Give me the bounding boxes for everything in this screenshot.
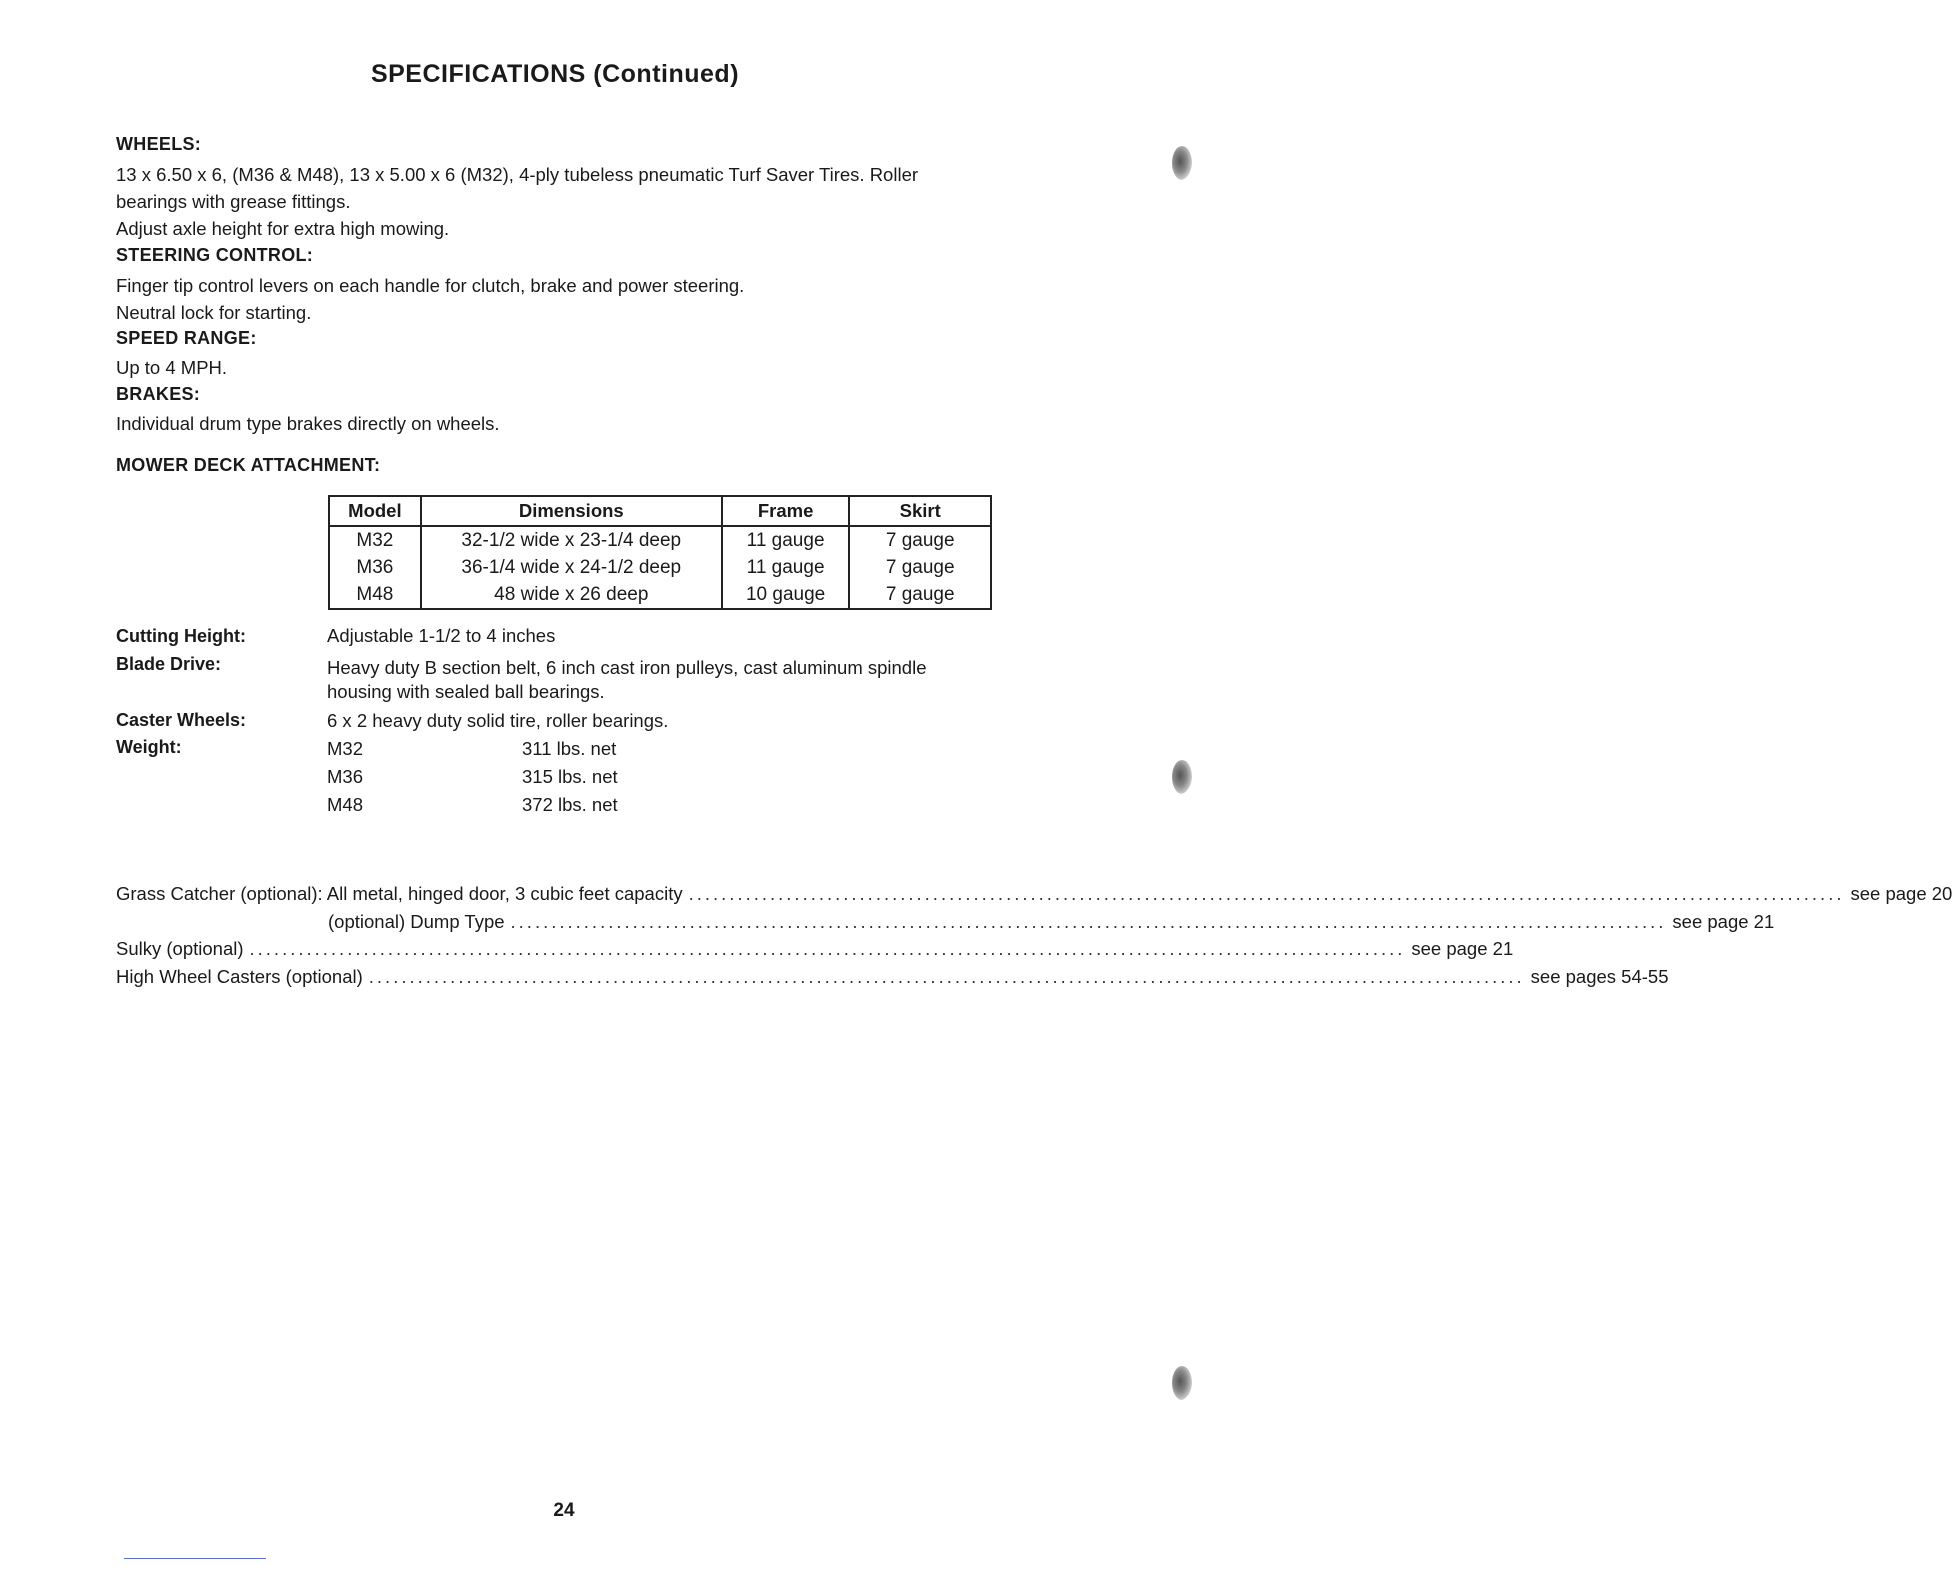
wheels-text xyxy=(116,161,918,242)
column-header: Skirt xyxy=(849,496,991,526)
wheels-line: 13 x 6.50 x 6, (M36 & M48), 13 x 5.00 x 6 (M32), 4-ply tubeless pneumatic Turf Saver Tires. Roller xyxy=(116,164,919,185)
brakes-text: Individual drum type brakes directly on wheels. xyxy=(116,413,500,434)
leader-dots: .............................................................................................................................................. xyxy=(510,911,1667,932)
table-cell: 10 gauge xyxy=(722,581,850,609)
leader-dots: .............................................................................................................................................. xyxy=(688,883,1845,904)
reference-page: see page 21 xyxy=(1672,911,1775,932)
page-title: SPECIFICATIONS (Continued) xyxy=(370,60,740,88)
reference-text: Sulky (optional) xyxy=(116,938,244,959)
table-cell: 11 gauge xyxy=(722,554,850,581)
weight-value: 315 lbs. net xyxy=(522,766,618,787)
weight-value: 372 lbs. net xyxy=(522,794,618,815)
wheels-line: bearings with grease fittings. xyxy=(116,191,351,212)
table-header-row xyxy=(329,496,991,526)
steering-line: Finger tip control levers on each handle for clutch, brake and power steering. xyxy=(116,275,745,296)
wheels-heading: WHEELS: xyxy=(116,134,202,154)
table-cell: M48 xyxy=(329,581,421,609)
table-cell: 11 gauge xyxy=(722,526,850,554)
steering-line: Neutral lock for starting. xyxy=(116,302,312,323)
binding-hole-mark xyxy=(1172,1366,1192,1400)
weight-value: 311 lbs. net xyxy=(522,738,617,759)
steering-text xyxy=(116,272,744,326)
speed-heading: SPEED RANGE: xyxy=(116,328,257,348)
reference-text: High Wheel Casters (optional) xyxy=(116,966,363,987)
reference-grass-catcher xyxy=(116,883,1952,905)
reference-high-wheel-casters xyxy=(116,966,1669,988)
speed-text: Up to 4 MPH. xyxy=(116,357,228,378)
table-cell: 48 wide x 26 deep xyxy=(421,581,722,609)
blade-drive-line: Heavy duty B section belt, 6 inch cast iron pulleys, cast aluminum spindle xyxy=(327,657,927,678)
column-header: Dimensions xyxy=(421,496,722,526)
table-cell: 32-1/2 wide x 23-1/4 deep xyxy=(421,526,722,554)
reference-dump-type xyxy=(328,911,1775,933)
reference-text: (optional) Dump Type xyxy=(328,911,505,932)
cutting-height-value: Adjustable 1-1/2 to 4 inches xyxy=(327,625,556,646)
blade-drive-line: housing with sealed ball bearings. xyxy=(327,681,605,702)
leader-dots: .............................................................................................................................................. xyxy=(368,966,1525,987)
bottom-rule xyxy=(124,1558,266,1559)
weight-model: M32 xyxy=(327,738,363,759)
weight-model: M36 xyxy=(327,766,363,787)
blade-drive-value xyxy=(327,656,927,704)
binding-hole-mark xyxy=(1172,146,1192,180)
table-row xyxy=(329,554,991,581)
table-row xyxy=(329,526,991,554)
table-cell: M32 xyxy=(329,526,421,554)
reference-page: see pages 54-55 xyxy=(1530,966,1669,987)
column-header: Model xyxy=(329,496,421,526)
steering-heading: STEERING CONTROL: xyxy=(116,245,314,265)
brakes-heading: BRAKES: xyxy=(116,384,201,404)
weight-label: Weight: xyxy=(116,737,182,757)
table-cell: M36 xyxy=(329,554,421,581)
mower-deck-heading: MOWER DECK ATTACHMENT: xyxy=(116,455,381,475)
leader-dots: .............................................................................................................................................. xyxy=(249,938,1406,959)
page-number: 24 xyxy=(553,1500,575,1521)
wheels-line: Adjust axle height for extra high mowing. xyxy=(116,218,450,239)
caster-wheels-label: Caster Wheels: xyxy=(116,710,247,730)
blade-drive-label: Blade Drive: xyxy=(116,654,222,674)
cutting-height-label: Cutting Height: xyxy=(116,626,246,646)
table-cell: 36-1/4 wide x 24-1/2 deep xyxy=(421,554,722,581)
caster-wheels-value: 6 x 2 heavy duty solid tire, roller bearings. xyxy=(327,710,669,731)
reference-sulky xyxy=(116,938,1514,960)
table-row xyxy=(329,581,991,609)
reference-page: see page 21 xyxy=(1411,938,1514,959)
table-cell: 7 gauge xyxy=(849,581,991,609)
table-cell: 7 gauge xyxy=(849,526,991,554)
reference-text: Grass Catcher (optional): All metal, hinged door, 3 cubic feet capacity xyxy=(116,883,683,904)
column-header: Frame xyxy=(722,496,850,526)
reference-page: see page 20 xyxy=(1850,883,1952,904)
binding-hole-mark xyxy=(1172,760,1192,794)
table-cell: 7 gauge xyxy=(849,554,991,581)
weight-model: M48 xyxy=(327,794,363,815)
mower-deck-table xyxy=(328,495,992,610)
